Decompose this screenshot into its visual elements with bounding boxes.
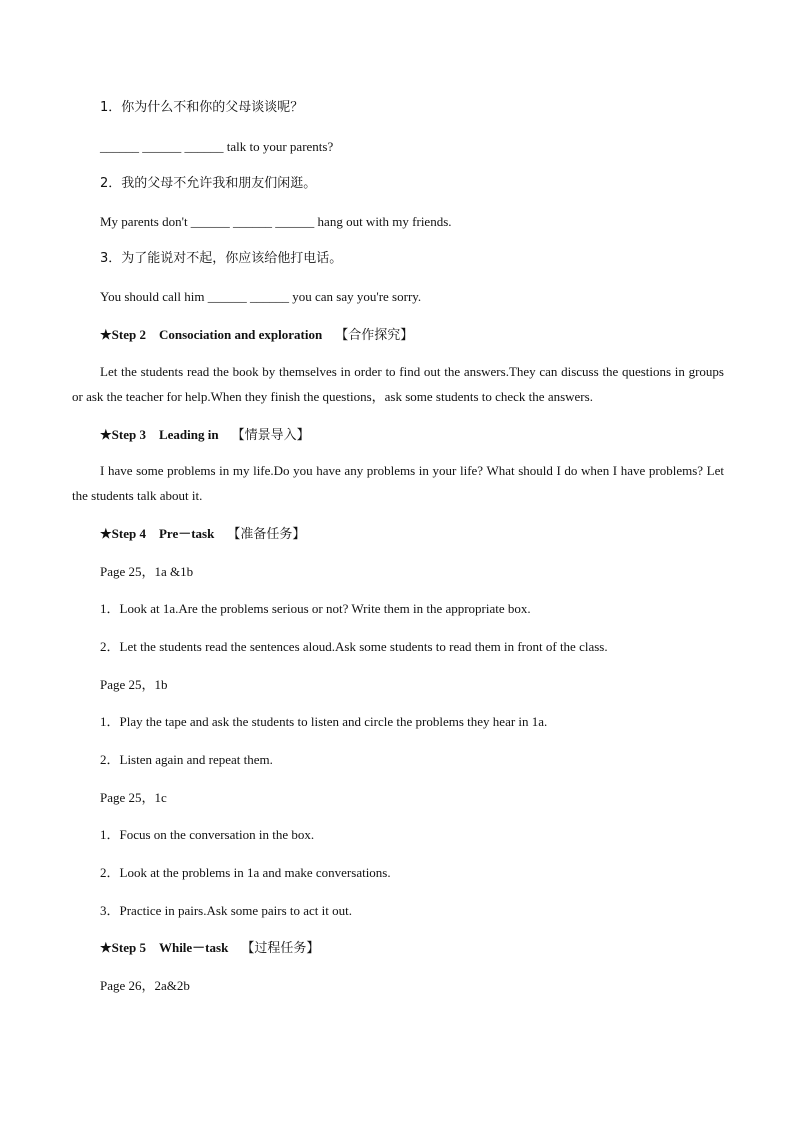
- step-4-item: 1．Play the tape and ask the students to listen and circle the problems they hear in 1a.: [100, 714, 548, 729]
- step-5-bracket: 【过程任务】: [241, 941, 320, 956]
- step-2-title: ★Step 2 Consociation and exploration: [100, 327, 336, 342]
- question-1-english: ______ ______ ______ talk to your parents?: [100, 139, 334, 154]
- step-4-item: 1．Focus on the conversation in the box.: [100, 827, 315, 842]
- step-2-bracket: 【合作探究】: [335, 328, 414, 343]
- step-4-item: 2．Listen again and repeat them.: [100, 752, 273, 767]
- step-4-item: 1．Look at 1a.Are the problems serious or not? Write them in the appropriate box.: [100, 601, 531, 616]
- step-4-heading: [100, 526, 305, 543]
- step-5-page-ref-1: Page 26，2a&2b: [100, 978, 190, 993]
- step-4-item: 3．Practice in pairs.Ask some pairs to act it out.: [100, 903, 353, 918]
- step-3-heading: [100, 427, 310, 444]
- question-1-chinese: [100, 100, 303, 116]
- question-3-english: You should call him ______ ______ you can say you're sorry.: [100, 289, 422, 304]
- step-4-page-ref-1: Page 25，1a &1b: [100, 564, 194, 579]
- step-4-page-ref-3: Page 25，1c: [100, 790, 167, 805]
- question-3-chinese-text: 3．为了能说对不起，你应该给他打电话。: [100, 251, 343, 266]
- step-5-title: ★Step 5 While－task: [100, 940, 242, 955]
- step-2-body: Let the students read the book by themselves in order to find out the answers.They can discuss the questions in groups or ask the teacher for help.When they finish the questions，ask some students to check the answers.: [72, 364, 724, 404]
- step-2-heading: [100, 327, 413, 344]
- question-1-chinese-text: 1．你为什么不和你的父母谈谈呢？: [100, 100, 304, 115]
- question-2-chinese: [100, 176, 316, 192]
- step-3-bracket: 【情景导入】: [231, 428, 310, 443]
- question-2-chinese-text: 2．我的父母不允许我和朋友们闲逛。: [100, 176, 317, 191]
- step-4-page-ref-2: Page 25，1b: [100, 677, 168, 692]
- step-4-title: ★Step 4 Pre－task: [100, 526, 228, 541]
- question-3-chinese: [100, 251, 342, 267]
- step-5-heading: [100, 940, 319, 957]
- step-4-bracket: 【准备任务】: [227, 527, 306, 542]
- step-4-item: 2．Let the students read the sentences aloud.Ask some students to read them in front of the class.: [100, 639, 608, 654]
- step-3-title: ★Step 3 Leading in: [100, 427, 232, 442]
- step-4-item: 2．Look at the problems in 1a and make conversations.: [100, 865, 391, 880]
- step-3-body: I have some problems in my life.Do you have any problems in your life? What should I do when I have problems? Let the students talk about it.: [72, 463, 724, 503]
- question-2-english: My parents don't ______ ______ ______ hang out with my friends.: [100, 214, 452, 229]
